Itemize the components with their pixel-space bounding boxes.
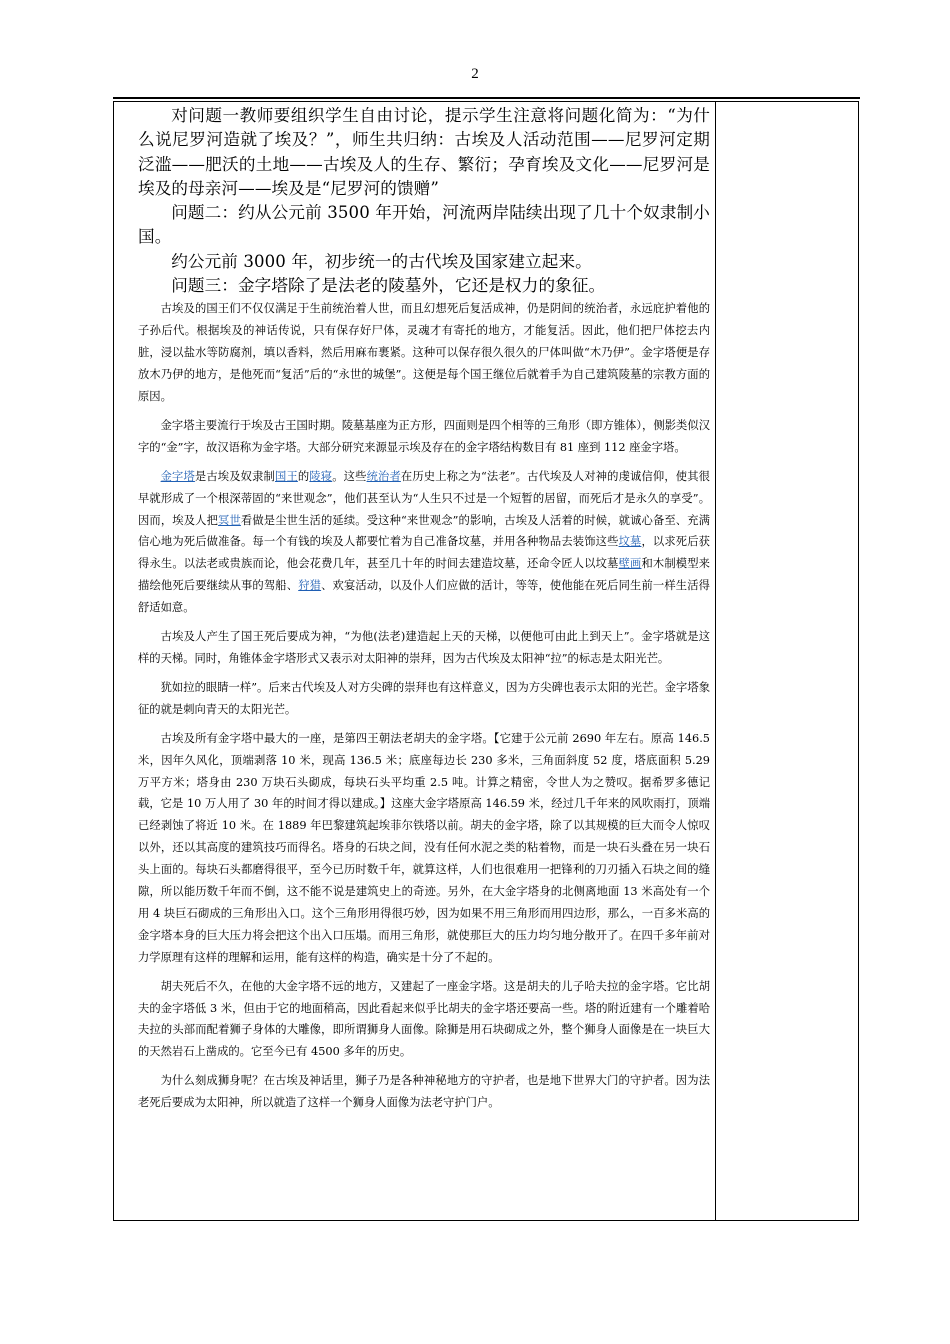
link-pyramid[interactable]: 金字塔 — [160, 469, 195, 483]
link-king[interactable]: 国王 — [275, 469, 298, 483]
link-mural[interactable]: 壁画 — [618, 557, 642, 571]
column-divider — [715, 102, 716, 1220]
link-underworld[interactable]: 冥世 — [218, 513, 241, 527]
question-three: 问题三：金字塔除了是法老的陵墓外，它还是权力的象征。 — [171, 276, 606, 296]
question-two: 问题二：约从公元前 3500 年开始，河流两岸陆续出现了几十个奴隶制小国。 — [138, 203, 710, 247]
link-grave[interactable]: 坟墓 — [618, 535, 642, 549]
khufu-pyramid-paragraph: 古埃及所有金字塔中最大的一座，是第四王朝法老胡夫的金字塔。【它建于公元前 2690 年左右。原高 146.5 米，因年久风化，顶端剥落 10 米，现高 136.5 米；底座每边长 230 多米，三角面斜度 52 度，塔底面积 5.29 万平方米；塔身由 230 万块石头砌成，每块石头平均重 2.5 吨。计算之精密，令世人为之赞叹。据希罗多德记载，它是 10 万人用了 30 年的时间才得以建成。】这座大金字塔原高 146.59 米，经过几千年来的风吹雨打，顶端已经剥蚀了将近 10 米。在 1889 年巴黎建筑起埃菲尔铁塔以前。胡夫的金字塔，除了以其规模的巨大而令人惊叹以外，还以其高度的建筑技巧而得名。塔身的石块之间，没有任何水泥之类的粘着物，而是一块石头叠在另一块石头上面的。每块石头都磨得很平，至今已历时数千年，就算这样，人们也很难用一把锋利的刀刃插入石块之间的缝隙，所以能历数千年而不倒，这不能不说是建筑史上的奇迹。另外，在大金字塔身的北侧离地面 13 米高处有一个用 4 块巨石砌成的三角形出入口。这个三角形用得很巧妙，因为如果不用三角形而用四边形，那么，一百多米高的金字塔本身的巨大压力将会把这个出入口压塌。而用三角形，就使那巨大的压力均匀地分散开了。在四千多年前对力学原理有这样的理解和运用，能有这样的构造，确实是十分了不起的。 — [138, 731, 710, 964]
header-rule — [113, 97, 860, 99]
page-number: 2 — [471, 66, 479, 82]
afterlife-paragraph: 金字塔是古埃及奴隶制国王的陵寝。这些统治者在历史上称之为“法老”。古代埃及人对神的虔诚信仰，使其很早就形成了一个根深蒂固的“来世观念”，他们甚至认为“人生只不过是一个短暂的居留，而死后才是永久的享受”。因而，埃及人把冥世看做是尘世生活的延续。受这种“来世观念”的影响，古埃及人活着的时候，就诚心备至、充满信心地为死后做准备。每一个有钱的埃及人都要忙着为自己准备坟墓，并用各种物品去装饰这些坟墓，以求死后获得永生。以法老或贵族而论，他会花费几年，甚至几十年的时间去建造坟墓，还命令匠人以坟墓壁画和木制模型来描绘他死后要继续从事的驾船、狩猎、欢宴活动，以及仆人们应做的活计，等等，使他能在死后同生前一样生活得舒适如意。 — [138, 469, 710, 615]
discussion-paragraph: 对问题一教师要组织学生自由讨论，提示学生注意将问题化简为：“为什么说尼罗河造就了埃及？”，师生共归纳：古埃及人活动范围——尼罗河定期泛滥——肥沃的土地——古埃及人的生存、繁衍；孕育埃及文化——尼罗河是埃及的母亲河——埃及是“尼罗河的馈赠” — [138, 106, 710, 198]
pyramid-shape-paragraph: 金字塔主要流行于埃及古王国时期。陵墓基座为正方形，四面则是四个相等的三角形（即方锥体），侧影类似汉字的“金”字，故汉语称为金字塔。大部分研究来源显示埃及存在的金字塔结构数目有 81 座到 112 座金字塔。 — [138, 418, 710, 454]
mummy-paragraph: 古埃及的国王们不仅仅满足于生前统治着人世，而且幻想死后复活成神，仍是阴间的统治者，永远庇护着他的子孙后代。根据埃及的神话传说，只有保存好尸体，灵魂才有寄托的地方，才能复活。因此，他们把尸体挖去内脏，浸以盐水等防腐剂，填以香料，然后用麻布裹紧。这种可以保存很久很久的尸体叫做“木乃伊”。金字塔便是存放木乃伊的地方，是他死而“复活”后的“永世的城堡”。这便是每个国王继位后就着手为自己建筑陵墓的宗教方面的原因。 — [138, 302, 710, 403]
unification-note: 约公元前 3000 年，初步统一的古代埃及国家建立起来。 — [171, 251, 592, 271]
sky-ladder-paragraph: 古埃及人产生了国王死后要成为神，“为他(法老)建造起上天的天梯，以便他可由此上到天上”。金字塔就是这样的天梯。同时，角锥体金字塔形式又表示对太阳神的崇拜，因为古代埃及太阳神“拉”的标志是太阳光芒。 — [138, 630, 710, 665]
link-hunt[interactable]: 狩猎 — [298, 579, 322, 593]
khafre-pyramid-paragraph: 胡夫死后不久，在他的大金字塔不远的地方，又建起了一座金字塔。这是胡夫的儿子哈夫拉的金字塔。它比胡夫的金字塔低 3 米，但由于它的地面稍高，因此看起来似乎比胡夫的金字塔还要高一些。塔的附近建有一个雕着哈夫拉的头部而配着狮子身体的大雕像，即所谓狮身人面像。除狮是用石块砌成之外，整个狮身人面像是在一块巨大的天然岩石上凿成的。它至今已有 4500 多年的历史。 — [138, 979, 710, 1059]
main-cell — [138, 104, 710, 1114]
link-ruler[interactable]: 统治者 — [366, 469, 401, 483]
link-tomb[interactable]: 陵寝 — [309, 469, 333, 483]
content-table — [113, 101, 859, 1221]
sphinx-paragraph: 为什么刻成狮身呢？在古埃及神话里，狮子乃是各种神秘地方的守护者，也是地下世界大门的守护者。因为法老死后要成为太阳神，所以就造了这样一个狮身人面像为法老守护门户。 — [138, 1074, 710, 1110]
obelisk-paragraph: 犹如拉的眼睛一样”。后来古代埃及人对方尖碑的崇拜也有这样意义，因为方尖碑也表示太阳的光芒。金字塔象征的就是刺向青天的太阳光芒。 — [138, 680, 710, 716]
